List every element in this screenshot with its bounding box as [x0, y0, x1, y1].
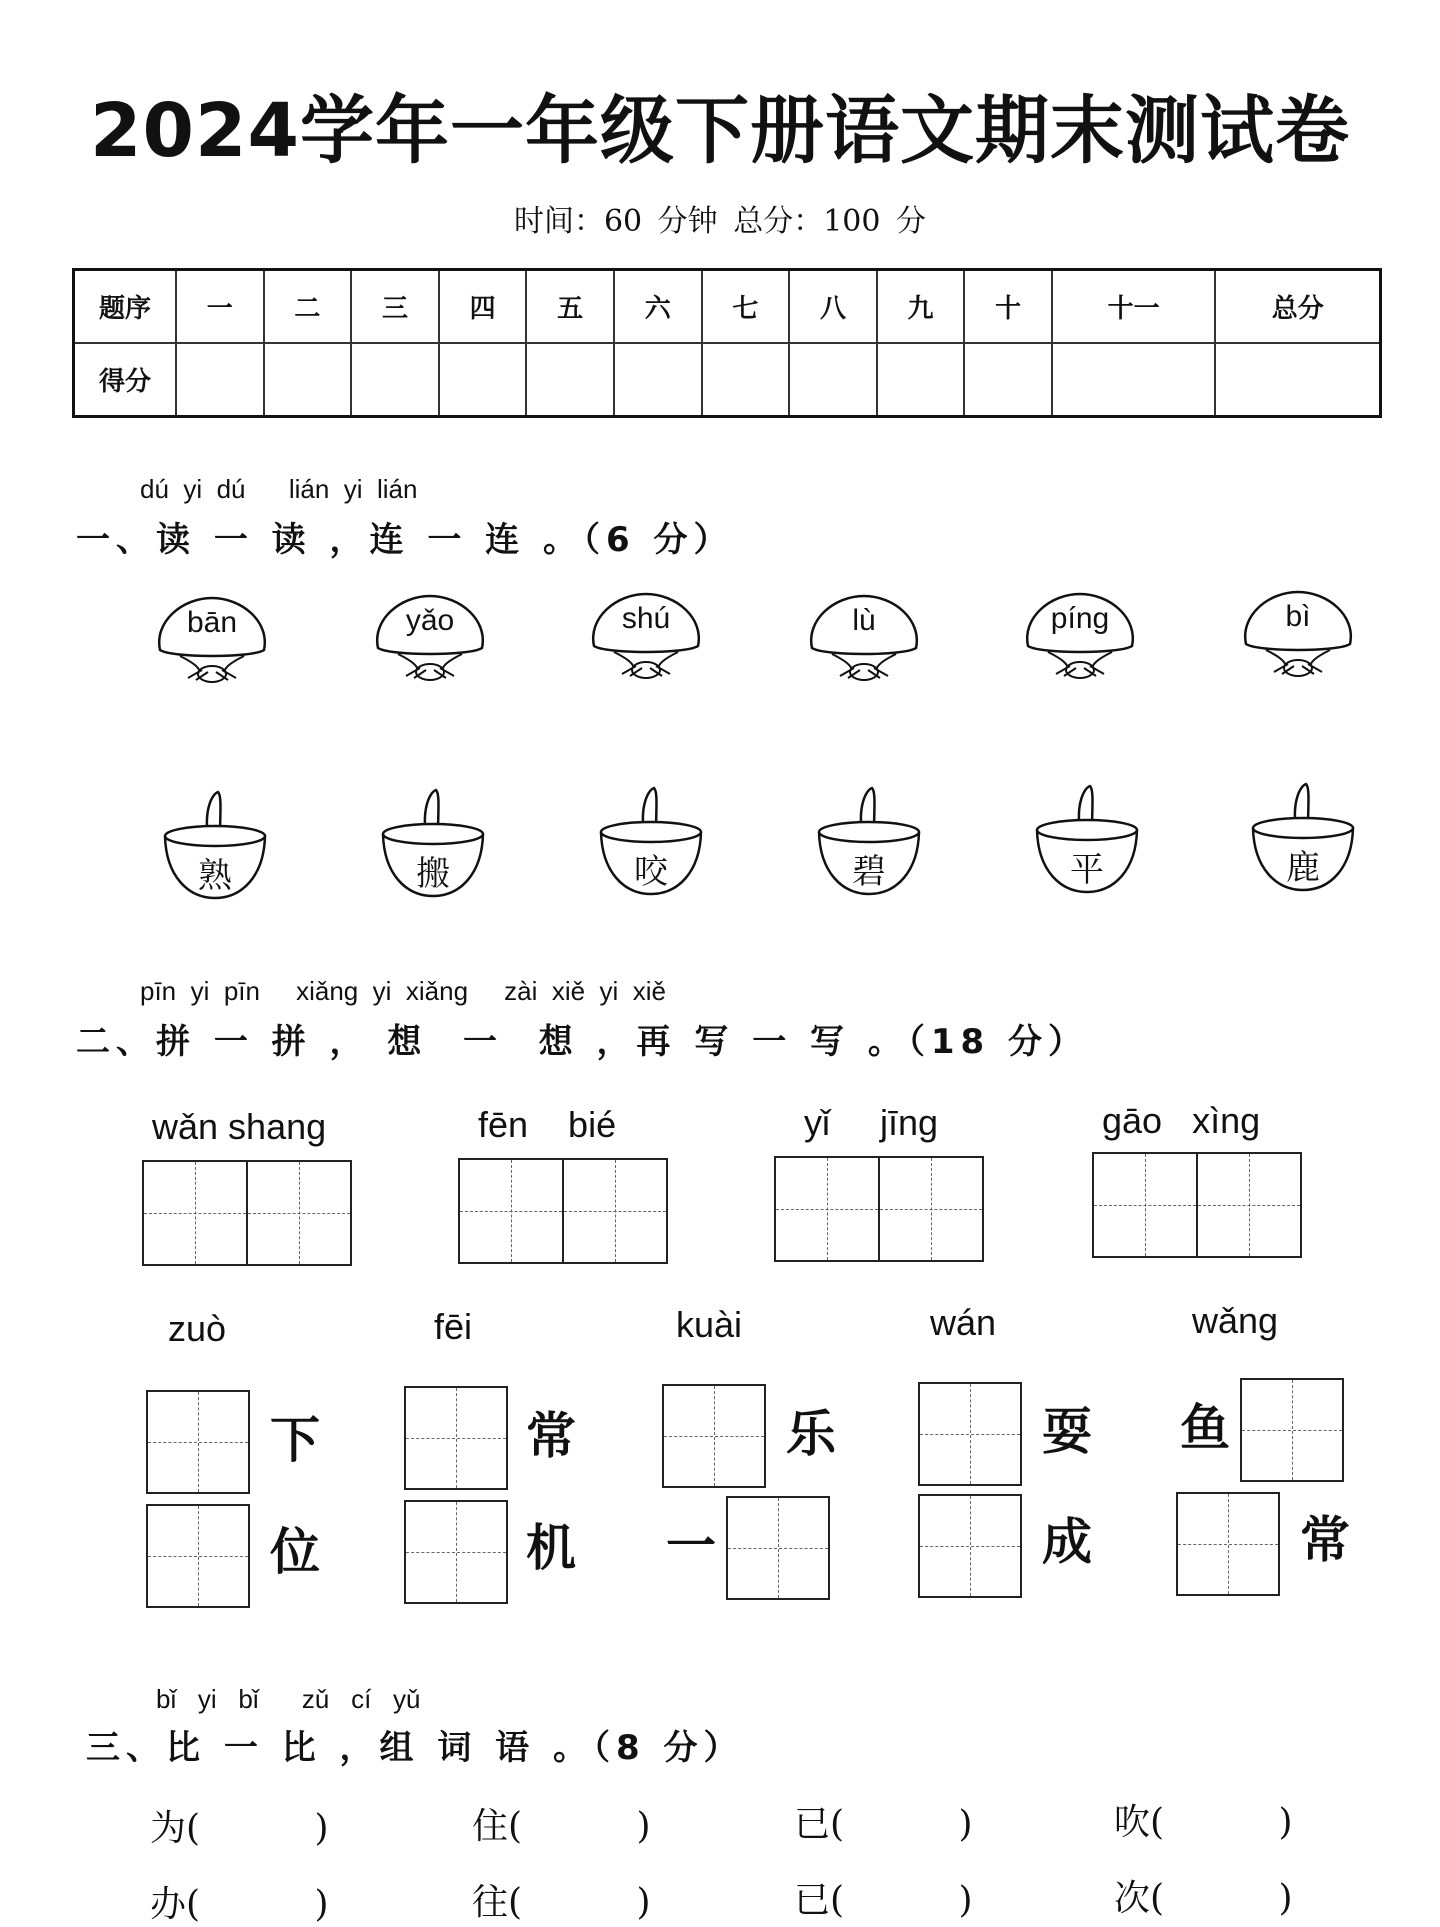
word-group-item[interactable]: 次( )	[1114, 1878, 1293, 1919]
writing-box[interactable]	[918, 1494, 1022, 1598]
score-table-header-row	[74, 270, 1381, 344]
writing-box[interactable]	[404, 1500, 508, 1604]
writing-box[interactable]	[1196, 1152, 1302, 1258]
given-char: 常	[1300, 1510, 1350, 1569]
mushroom-pinyin: lù	[852, 604, 876, 637]
score-table-header-cell: 题序	[74, 270, 177, 344]
writing-box[interactable]	[1092, 1152, 1198, 1258]
writing-box[interactable]	[878, 1156, 984, 1262]
score-table-header-cell: 一	[176, 270, 264, 344]
score-table-header-cell: 十	[964, 270, 1052, 344]
bowl-card[interactable]	[1248, 782, 1358, 902]
score-cell[interactable]	[614, 343, 702, 417]
score-row-label: 得分	[74, 343, 177, 417]
score-table-header-cell: 四	[439, 270, 527, 344]
exam-info: 时间：60 分钟 总分：100 分	[513, 204, 927, 239]
score-cell[interactable]	[1215, 343, 1380, 417]
bowl-card[interactable]	[378, 788, 488, 908]
word-group-item[interactable]: 办( )	[150, 1884, 329, 1925]
writing-box[interactable]	[146, 1504, 250, 1608]
bowl-character: 平	[1070, 850, 1104, 890]
given-char: 一	[666, 1516, 716, 1575]
score-table-score-row	[74, 343, 1381, 417]
score-cell[interactable]	[877, 343, 965, 417]
given-char: 位	[270, 1522, 320, 1581]
bowl-character: 搬	[416, 854, 450, 894]
word-pinyin: wǎn shang	[152, 1106, 327, 1147]
word-group-item[interactable]: 住( )	[472, 1806, 651, 1847]
single-pinyin: kuài	[676, 1304, 743, 1345]
score-table-header-cell: 九	[877, 270, 965, 344]
mushroom-pinyin: shú	[621, 602, 671, 635]
mushroom-card[interactable]	[152, 592, 272, 682]
bowl-character: 咬	[634, 852, 668, 892]
mushroom-pinyin: yǎo	[405, 604, 455, 637]
score-table	[72, 268, 1382, 418]
score-cell[interactable]	[964, 343, 1052, 417]
score-table-header-cell: 六	[614, 270, 702, 344]
mushroom-card[interactable]	[370, 590, 490, 680]
section2-heading: 二、拼 一 拼 ， 想 一 想 ，再 写 一 写 。（18 分）	[76, 1022, 1089, 1062]
given-char: 下	[270, 1410, 320, 1469]
single-pinyin: wán	[930, 1302, 997, 1343]
writing-box[interactable]	[1176, 1492, 1280, 1596]
section2-pinyin: pīn yi pīn xiǎng yi xiǎng zài xiě yi xiě	[140, 976, 667, 1006]
bowl-character: 碧	[852, 852, 886, 892]
writing-box[interactable]	[146, 1390, 250, 1494]
mushroom-pinyin: bì	[1285, 600, 1311, 633]
writing-box[interactable]	[1240, 1378, 1344, 1482]
bowl-character: 熟	[198, 856, 232, 896]
writing-box[interactable]	[726, 1496, 830, 1600]
single-pinyin: wǎng	[1192, 1300, 1279, 1341]
score-table-header-cell: 七	[702, 270, 790, 344]
section3-pinyin: bǐ yi bǐ zǔ cí yǔ	[156, 1684, 421, 1714]
section3-heading: 三、比 一 比 ，组 词 语 。（8 分）	[86, 1728, 744, 1768]
single-pinyin: fēi	[434, 1306, 473, 1347]
writing-box[interactable]	[246, 1160, 352, 1266]
word-pinyin: yǐ jīng	[804, 1102, 939, 1143]
section1-pinyin: dú yi dú lián yi lián	[140, 474, 418, 504]
given-char: 鱼	[1180, 1398, 1230, 1457]
score-cell[interactable]	[176, 343, 264, 417]
word-pinyin: fēn bié	[478, 1104, 617, 1145]
score-table-header-cell: 五	[526, 270, 614, 344]
given-char: 乐	[786, 1404, 836, 1463]
writing-box[interactable]	[562, 1158, 668, 1264]
page-title: 2024学年一年级下册语文期末测试卷	[90, 88, 1350, 174]
given-char: 成	[1042, 1512, 1092, 1571]
writing-box[interactable]	[774, 1156, 880, 1262]
given-char: 耍	[1042, 1402, 1092, 1461]
score-cell[interactable]	[702, 343, 790, 417]
mushroom-card[interactable]	[586, 588, 706, 678]
score-cell[interactable]	[439, 343, 527, 417]
given-char: 机	[526, 1518, 576, 1577]
writing-box[interactable]	[142, 1160, 248, 1266]
word-group-item[interactable]: 为( )	[150, 1808, 329, 1849]
word-pinyin: gāo xìng	[1102, 1100, 1261, 1141]
section1-heading: 一、读 一 读 ，连 一 连 。（6 分）	[76, 520, 734, 560]
score-cell[interactable]	[264, 343, 352, 417]
single-pinyin: zuò	[168, 1308, 227, 1349]
mushroom-pinyin: píng	[1050, 602, 1110, 635]
writing-box[interactable]	[458, 1158, 564, 1264]
score-cell[interactable]	[526, 343, 614, 417]
score-cell[interactable]	[789, 343, 877, 417]
score-table-header-cell: 二	[264, 270, 352, 344]
mushroom-card[interactable]	[1238, 586, 1358, 676]
score-cell[interactable]	[351, 343, 439, 417]
word-group-item[interactable]: 已( )	[794, 1880, 973, 1921]
writing-box[interactable]	[662, 1384, 766, 1488]
given-char: 常	[526, 1406, 576, 1465]
bowl-card[interactable]	[596, 786, 706, 906]
score-cell[interactable]	[1052, 343, 1215, 417]
word-group-item[interactable]: 已( )	[794, 1804, 973, 1845]
bowl-card[interactable]	[814, 786, 924, 906]
writing-box[interactable]	[404, 1386, 508, 1490]
bowl-card[interactable]	[160, 790, 270, 910]
bowl-character: 鹿	[1286, 848, 1320, 888]
mushroom-card[interactable]	[1020, 588, 1140, 678]
bowl-card[interactable]	[1032, 784, 1142, 904]
word-group-item[interactable]: 往( )	[472, 1882, 651, 1923]
score-table-header-cell: 总分	[1215, 270, 1380, 344]
score-table-header-cell: 八	[789, 270, 877, 344]
score-table-header-cell: 十一	[1052, 270, 1215, 344]
score-table-header-cell: 三	[351, 270, 439, 344]
writing-box[interactable]	[918, 1382, 1022, 1486]
mushroom-pinyin: bān	[186, 606, 238, 639]
mushroom-card[interactable]	[804, 590, 924, 680]
word-group-item[interactable]: 吹( )	[1114, 1802, 1293, 1843]
